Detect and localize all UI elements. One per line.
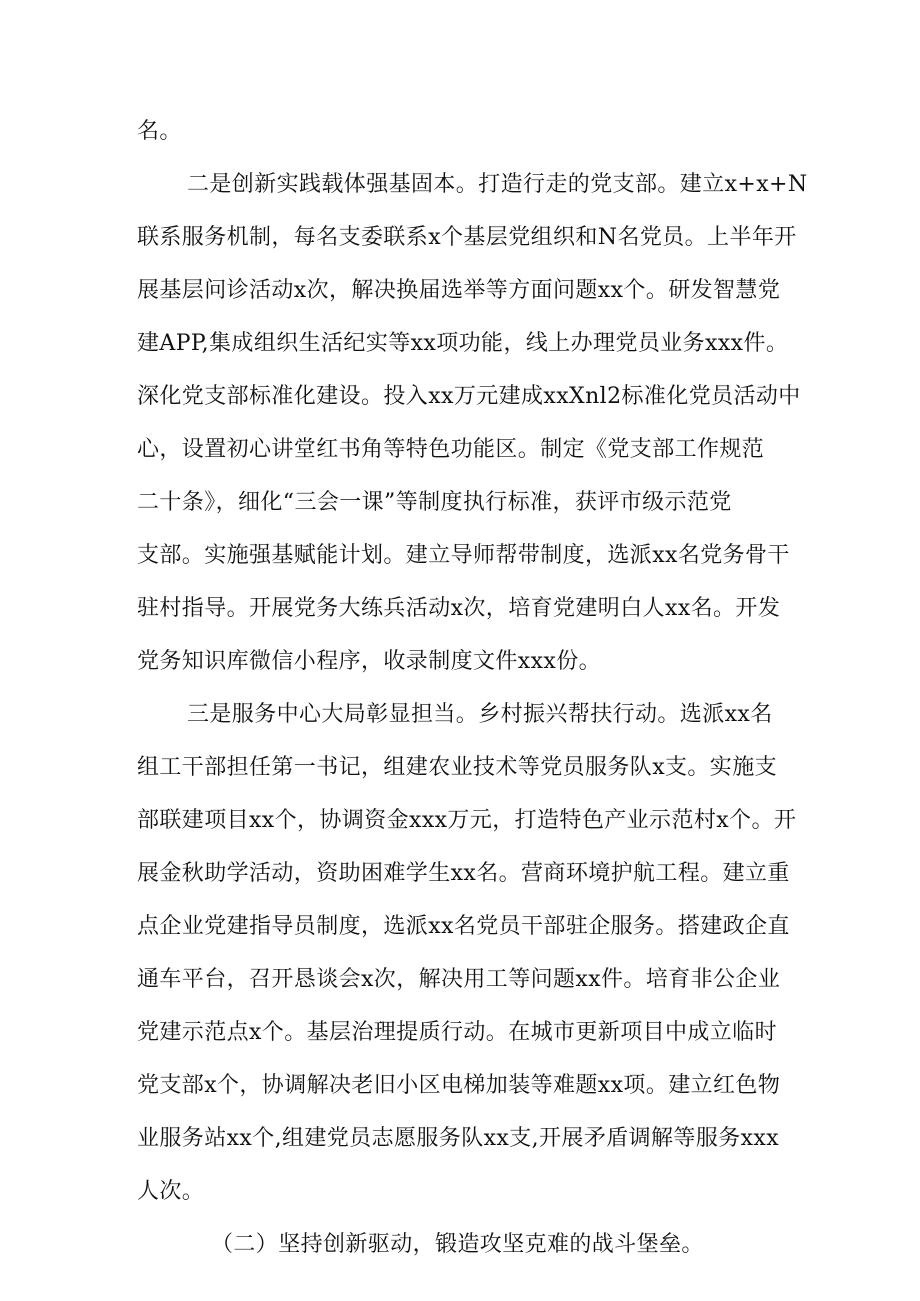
text-line: 党建示范点x个。基层治理提质行动。在城市更新项目中成立临时 xyxy=(137,1020,778,1045)
text-line: 通车平台，召开恳谈会x次，解决用工等问题xx件。培育非公企业 xyxy=(137,967,781,992)
text-line: 展基层问诊活动x次，解决换届选举等方面问题xx个。研发智慧党 xyxy=(137,278,781,303)
body-text xyxy=(137,105,808,1271)
section-heading: （二）坚持创新驱动，锻造攻坚克难的战斗堡垒。 xyxy=(211,1232,704,1257)
text-line: 二十条》，细化“三会一课”等制度执行标准，获评市级示范党 xyxy=(137,490,732,515)
text-line: 深化党支部标准化建设。投入xx万元建成xxXnl2标准化党员活动中 xyxy=(137,384,801,409)
text-line: 点企业党建指导员制度，选派xx名党员干部驻企服务。搭建政企直 xyxy=(137,914,790,939)
paragraph-start-line: 三是服务中心大局彰显担当。乡村振兴帮扶行动。选派xx名 xyxy=(187,702,773,727)
text-line: 驻村指导。开展党务大练兵活动x次，培育党建明白人xx名。开发 xyxy=(137,596,781,621)
text-line: 名。 xyxy=(137,119,182,144)
text-line: 联系服务机制，每名支委联系x个基层党组织和N名党员。上半年开 xyxy=(137,225,797,250)
text-line: 党支部x个，协调解决老旧小区电梯加装等难题xx项。建立红色物 xyxy=(137,1073,781,1098)
text-line: 党务知识库微信小程序，收录制度文件xxx份。 xyxy=(137,649,602,674)
text-line: 组工干部担任第一书记，组建农业技术等党员服务队x支。实施支 xyxy=(137,755,778,780)
text-line: 展金秋助学活动，资助困难学生xx名。营商环境护航工程。建立重 xyxy=(137,861,790,886)
text-line: 人次。 xyxy=(137,1179,205,1204)
text-line: 部联建项目xx个，协调资金xxx万元，打造特色产业示范村x个。开 xyxy=(137,808,797,833)
text-line: 建APP,集成组织生活纪实等xx项功能，线上办理党员业务xxx件。 xyxy=(137,331,789,356)
text-line: 业服务站xx个,组建党员志愿服务队xx支,开展矛盾调解等服务xxx xyxy=(137,1126,780,1151)
paragraph-start-line: 二是创新实践载体强基固本。打造行走的党支部。建立x+x+N xyxy=(187,172,808,197)
text-line: 心，设置初心讲堂红书角等特色功能区。制定《党支部工作规范 xyxy=(137,437,765,462)
text-line: 支部。实施强基赋能计划。建立导师帮带制度，选派xx名党务骨干 xyxy=(137,543,790,568)
